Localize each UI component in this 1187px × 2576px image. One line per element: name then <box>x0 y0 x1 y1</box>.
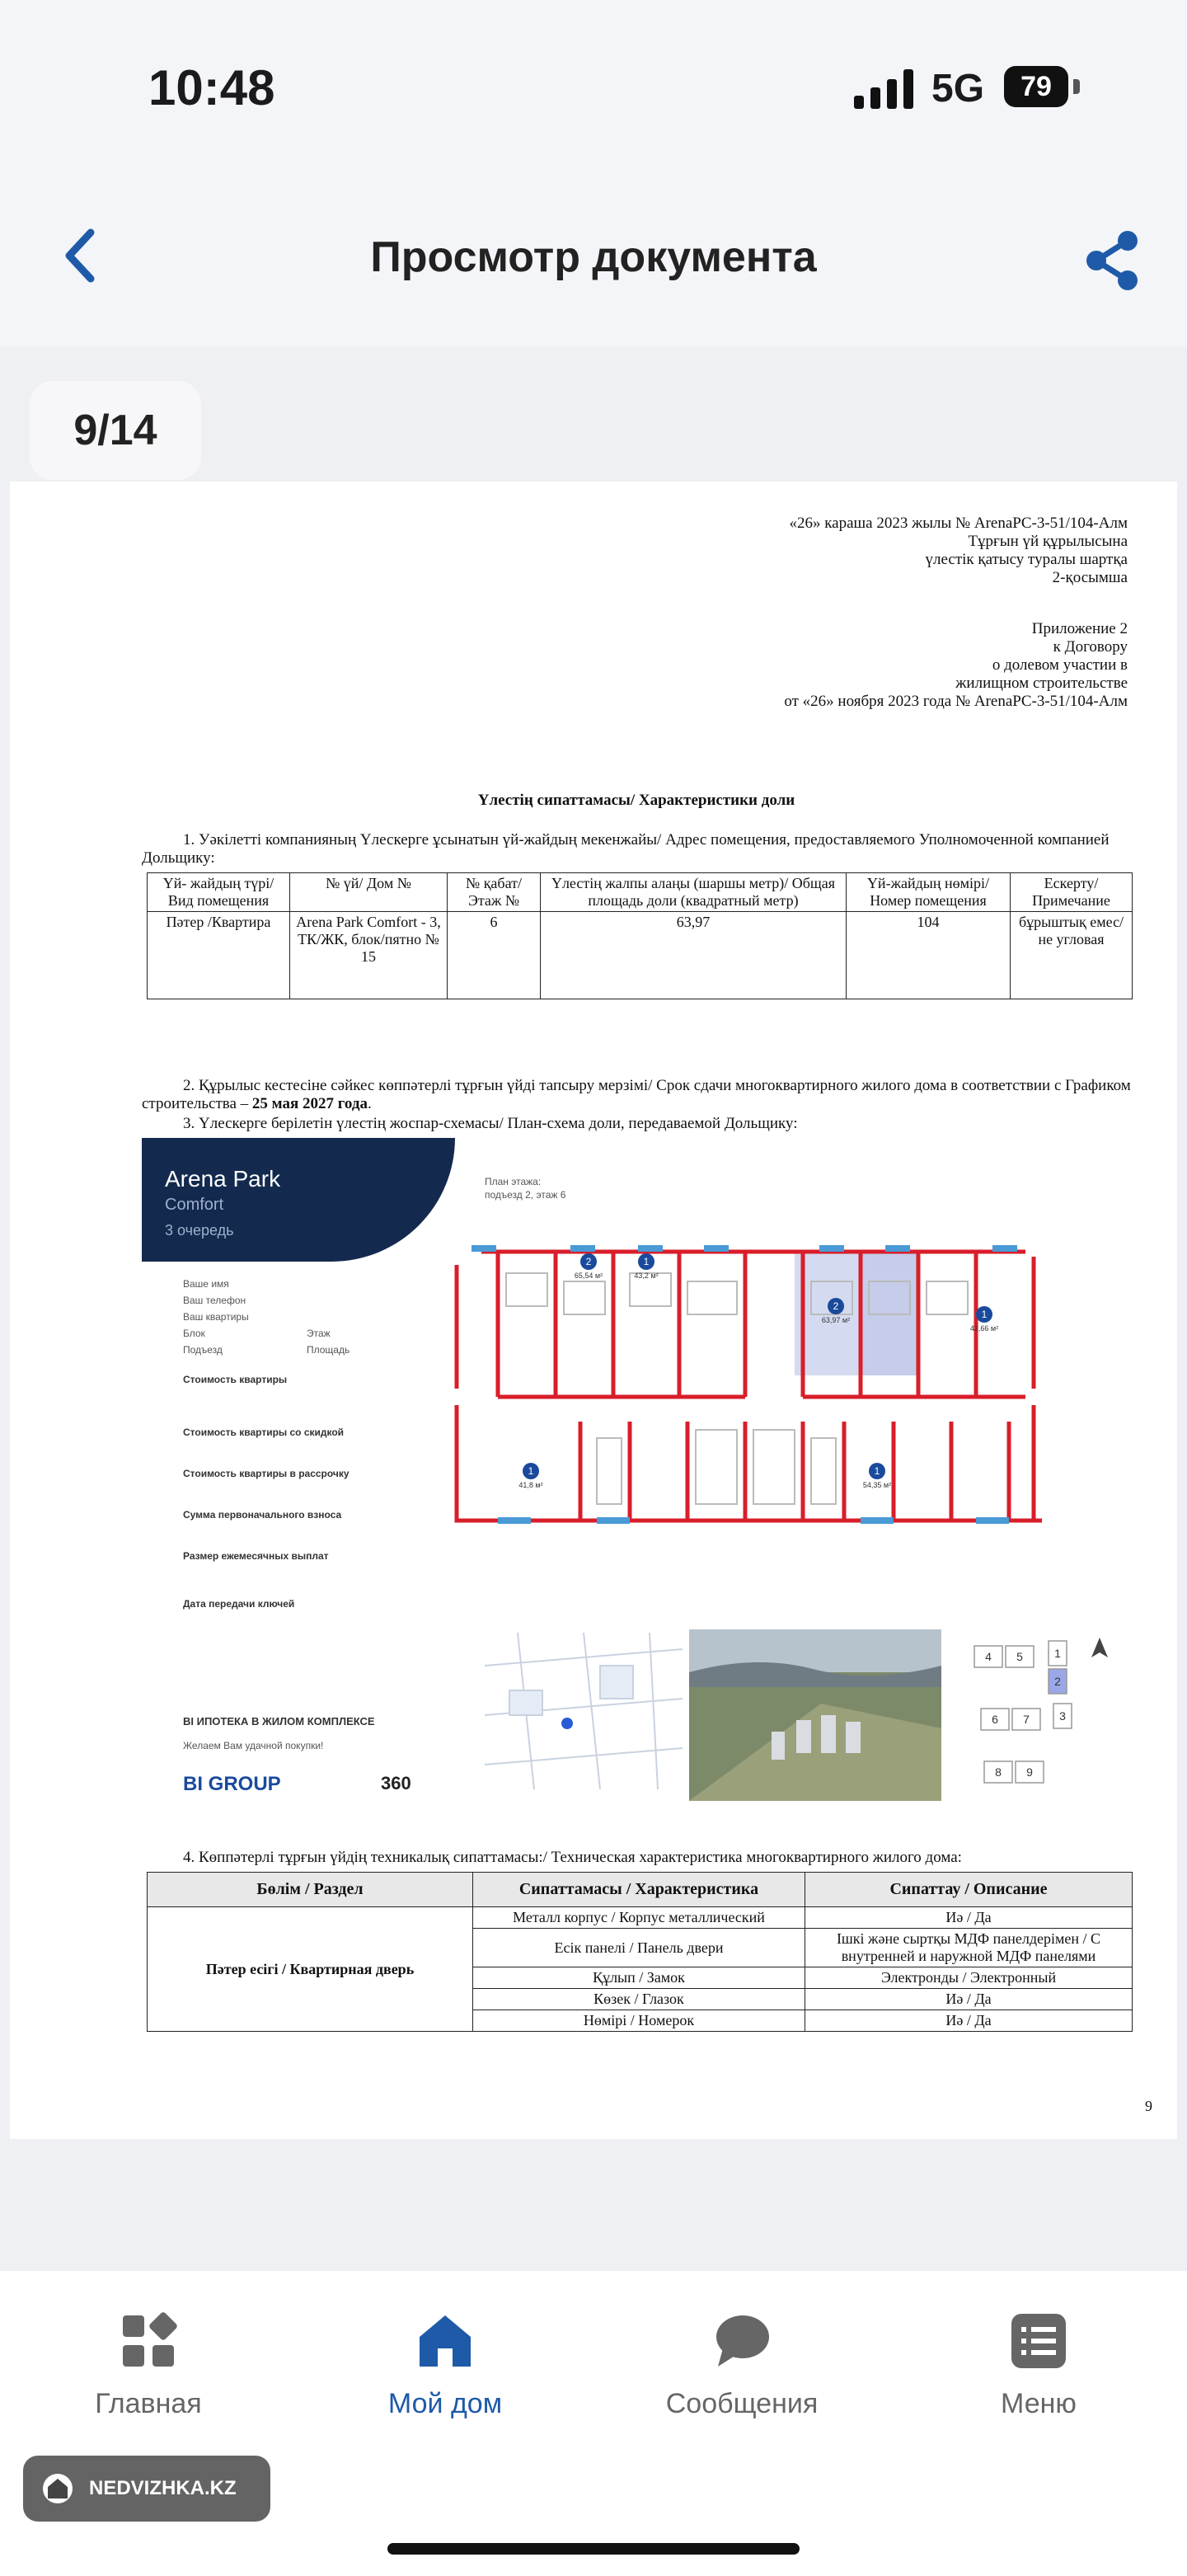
nav-label: Мой дом <box>387 2388 503 2419</box>
block-number: 4 <box>985 1650 992 1663</box>
table-cell: Ішкі және сыртқы МДФ панелдерімен / С внутренней и наружной МДФ панелями <box>805 1929 1133 1967</box>
item-2-date: 25 мая 2027 года <box>251 1095 368 1112</box>
watermark-text: NEDVIZHKA.KZ <box>89 2477 237 2499</box>
section-title: Үлестің сипаттамасы/ Характеристики доли <box>477 792 795 809</box>
item-3: 3. Үлескерге берілетін үлестің жоспар-схемасы/ План-схема доли, передаваемой Дольщику: <box>183 1115 798 1132</box>
item-1: 1. Уәкілетті компанияның Үлескерге ұсынатын үй-жайдың мекенжайы/ Адрес помещения, предоставляемого Уполномоченной компанией Дольщику: <box>142 831 1110 867</box>
plan-title: План этажа: <box>485 1176 542 1187</box>
table-row <box>148 1907 1133 1929</box>
table-cell: 104 <box>847 912 1011 999</box>
doc-header-line: «26» караша 2023 жылы № ArenaPC-3-51/104-Алм <box>789 515 1128 532</box>
chat-icon <box>713 2312 771 2370</box>
apartment-area: 65,54 м² <box>574 1272 603 1280</box>
nav-item-messages[interactable] <box>626 2312 857 2420</box>
block-number: 1 <box>1054 1647 1061 1660</box>
form-label: Размер ежемесячных выплат <box>183 1550 329 1562</box>
plan-subtitle: подъезд 2, этаж 6 <box>485 1189 566 1201</box>
tour-360-label: 360 <box>381 1773 411 1793</box>
block-number: 6 <box>992 1713 998 1726</box>
form-line: Блок <box>183 1328 205 1339</box>
table-header-cell: Үй- жайдың түрі/ Вид помещения <box>148 873 290 912</box>
table-cell: Есік панелі / Панель двери <box>473 1929 805 1967</box>
table-cell: Құлып / Замок <box>473 1967 805 1989</box>
bi-group-logo: BI GROUP <box>183 1773 281 1795</box>
table-header-cell: № қабат/ Этаж № <box>448 873 541 912</box>
doc-header-line: от «26» ноября 2023 года № ArenaPC-3-51/104-Алм <box>784 693 1128 710</box>
table-header-cell: Сипаттамасы / Характеристика <box>473 1873 805 1907</box>
doc-header-line: Тұрғын үй құрылысына <box>968 533 1128 550</box>
nav-label: Сообщения <box>665 2388 819 2419</box>
page-number: 9 <box>1145 2098 1152 2114</box>
brand-queue: 3 очередь <box>165 1222 234 1239</box>
table-header-cell: Сипаттау / Описание <box>805 1873 1133 1907</box>
table-header-row <box>148 1873 1133 1907</box>
network-type: 5G <box>931 67 985 110</box>
brand-sub: Comfort <box>165 1196 224 1214</box>
item-2: 2. Құрылыс кестесіне сәйкес көппәтерлі тұрғын үйді тапсыру мерзімі/ Срок сдачи многоквартирного жилого дома в соответствии с Графиком строительства – 25 мая 2027 года. <box>142 1077 1131 1112</box>
doc-header-line: үлестік қатысу туралы шартқа <box>925 551 1128 568</box>
doc-header-kz <box>789 515 1128 587</box>
table-cell: бұрыштық емес/ не угловая <box>1011 912 1133 999</box>
block-number: 2 <box>1054 1675 1061 1688</box>
block-number: 3 <box>1059 1709 1066 1723</box>
table-header-cell: № үй/ Дом № <box>290 873 448 912</box>
doc-header-line: о долевом участии в <box>992 656 1128 674</box>
table-row <box>148 912 1133 999</box>
apartment-rooms: 1 <box>528 1465 534 1477</box>
page-indicator: 9/14 <box>30 381 201 480</box>
nav-item-menu[interactable] <box>923 2312 1154 2420</box>
table-header-cell: Үй-жайдың нөмірі/ Номер помещения <box>847 873 1011 912</box>
block-map <box>966 1633 1123 1798</box>
apartment-table <box>147 872 1133 999</box>
table-cell: Иә / Да <box>805 1907 1133 1929</box>
form-label: Стоимость квартиры в рассрочку <box>183 1468 350 1479</box>
form-label: Стоимость квартиры <box>183 1374 288 1385</box>
battery-tip <box>1073 79 1080 94</box>
doc-header-line: 2-қосымша <box>1052 569 1128 586</box>
block-number: 8 <box>995 1765 1002 1779</box>
floor-plan-scheme <box>142 1138 1147 1831</box>
form-label: Стоимость квартиры со скидкой <box>183 1427 345 1438</box>
doc-header-line: к Договору <box>1053 638 1128 656</box>
table-header-cell: Бөлім / Раздел <box>148 1873 473 1907</box>
form-line: Подъезд <box>183 1344 223 1356</box>
list-icon <box>1010 2312 1067 2370</box>
form-line: Площадь <box>307 1344 350 1356</box>
table-cell: Нөмірі / Номерок <box>473 2010 805 2032</box>
apartment-rooms: 2 <box>833 1300 839 1312</box>
form-label: Дата передачи ключей <box>183 1598 295 1610</box>
page-title: Просмотр документа <box>370 233 817 281</box>
apartment-rooms: 1 <box>874 1465 880 1477</box>
home-icon <box>416 2312 474 2370</box>
apartment-rooms: 2 <box>585 1256 592 1267</box>
table-cell: Көзек / Глазок <box>473 1989 805 2010</box>
table-header-row <box>148 873 1133 912</box>
tech-spec-table <box>147 1872 1133 2032</box>
nav-item-home[interactable] <box>33 2312 264 2420</box>
brand-name: Arena Park <box>165 1166 281 1192</box>
apartment-rooms: 1 <box>643 1256 650 1267</box>
doc-header-ru <box>784 620 1128 711</box>
table-cell: 63,97 <box>541 912 847 999</box>
arena-park-banner <box>142 1138 455 1262</box>
wish-text: Желаем Вам удачной покупки! <box>183 1740 324 1751</box>
item-2-text: 2. Құрылыс кестесіне сәйкес көппәтерлі тұрғын үйді тапсыру мерзімі/ Срок сдачи многоквартирного жилого дома в соответствии с Графиком строительства – <box>142 1077 1131 1112</box>
block-number: 5 <box>1016 1650 1023 1663</box>
table-cell: 6 <box>448 912 541 999</box>
battery-icon: 79 <box>1004 66 1068 107</box>
doc-header-line: Приложение 2 <box>1031 620 1128 637</box>
block-number: 9 <box>1026 1765 1033 1779</box>
table-section-cell: Пәтер есігі / Квартирная дверь <box>148 1907 473 2032</box>
home-indicator[interactable] <box>387 2543 800 2555</box>
form-line: Ваш телефон <box>183 1295 246 1306</box>
apartment-rooms: 1 <box>981 1309 988 1320</box>
apartment-area: 63,97 м² <box>821 1316 851 1324</box>
grid-icon <box>120 2312 177 2370</box>
table-cell: Иә / Да <box>805 1989 1133 2010</box>
table-cell: Электронды / Электронный <box>805 1967 1133 1989</box>
signal-icon <box>854 69 915 109</box>
apartment-area: 43,2 м² <box>634 1272 659 1280</box>
doc-header-line: жилищном строительстве <box>955 675 1128 692</box>
floor-plan-drawing <box>448 1232 1042 1537</box>
apartment-area: 41,8 м² <box>518 1481 543 1489</box>
table-cell: Пәтер /Квартира <box>148 912 290 999</box>
table-cell: Arena Park Comfort - 3, ТК/ЖК, блок/пятно № 15 <box>290 912 448 999</box>
document-page <box>10 482 1177 2139</box>
apartment-area: 42,66 м² <box>969 1324 999 1333</box>
watermark-logo-icon <box>41 2472 74 2505</box>
mortgage-label: BI ИПОТЕКА В ЖИЛОМ КОМПЛЕКСЕ <box>183 1715 375 1728</box>
table-header-cell: Ескерту/ Примечание <box>1011 873 1133 912</box>
site-map <box>485 1633 683 1789</box>
app-header <box>0 165 1187 346</box>
watermark <box>23 2456 270 2522</box>
bottom-navigation <box>0 2271 1187 2576</box>
block-number: 7 <box>1023 1713 1030 1726</box>
status-time: 10:48 <box>148 60 275 115</box>
nav-label: Меню <box>1001 2388 1077 2419</box>
table-cell: Иә / Да <box>805 2010 1133 2032</box>
form-line: Этаж <box>307 1328 331 1339</box>
status-bar <box>0 0 1187 165</box>
form-label: Сумма первоначального взноса <box>183 1509 342 1521</box>
table-cell: Металл корпус / Корпус металлический <box>473 1907 805 1929</box>
nav-label: Главная <box>95 2388 202 2419</box>
share-icon[interactable] <box>1080 228 1146 294</box>
form-line: Ваш квартиры <box>183 1311 249 1323</box>
nav-item-my-home[interactable] <box>330 2312 561 2420</box>
form-line: Ваше имя <box>183 1278 229 1290</box>
item-4: 4. Көппәтерлі тұрғын үйдің техникалық сипаттамасы:/ Техническая характеристика многоквартирного жилого дома: <box>183 1849 962 1866</box>
apartment-area: 54,35 м² <box>862 1481 892 1489</box>
aerial-photo <box>689 1629 941 1801</box>
table-header-cell: Үлестің жалпы алаңы (шаршы метр)/ Общая площадь доли (квадратный метр) <box>541 873 847 912</box>
